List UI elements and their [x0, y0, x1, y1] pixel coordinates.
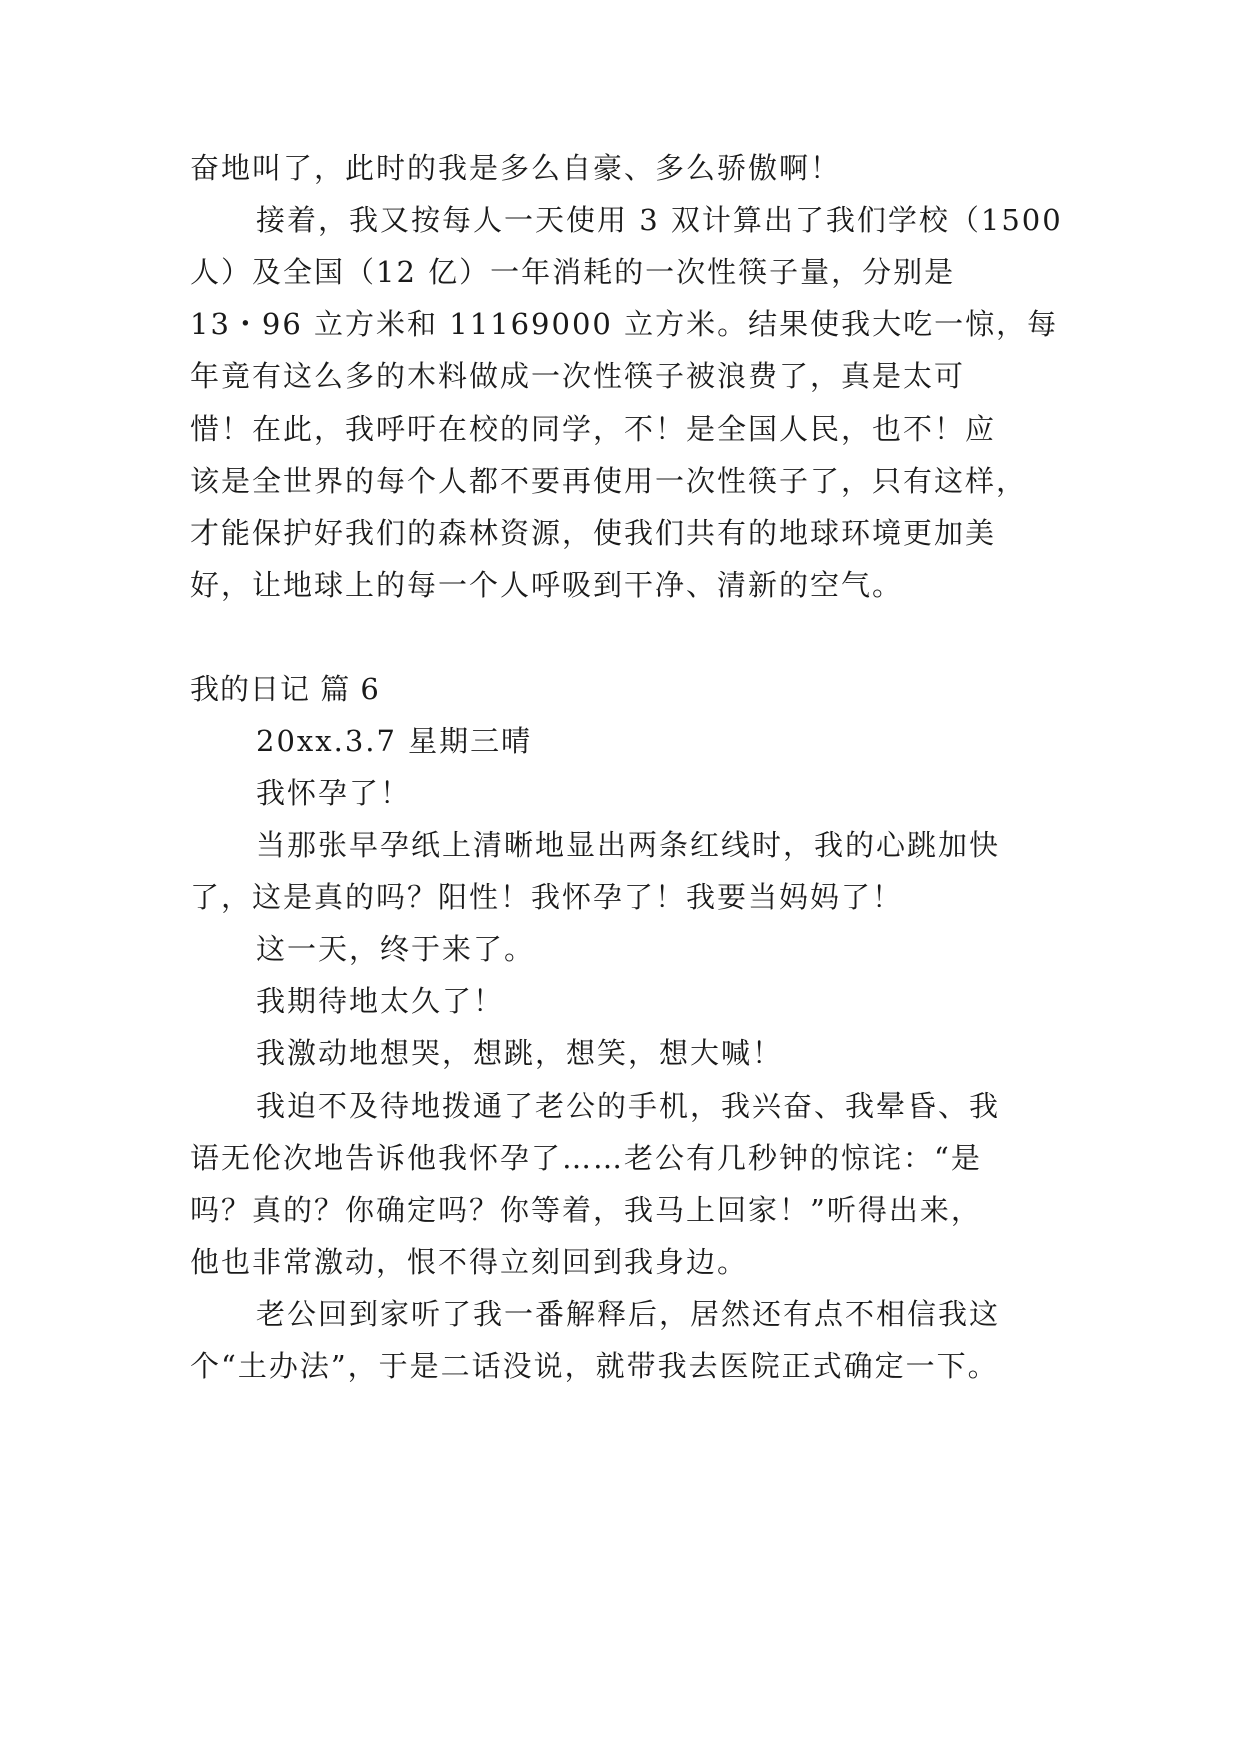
paragraph-line: 老公回到家听了我一番解释后，居然还有点不相信我这 [256, 1297, 1001, 1331]
paragraph-line: 接着，我又按每人一天使用 3 双计算出了我们学校（1500 [256, 203, 1063, 237]
paragraph-line: 个“土办法”，于是二话没说，就带我去医院正式确定一下。 [190, 1349, 999, 1383]
paragraph-line: 语无伦次地告诉他我怀孕了……老公有几秒钟的惊诧：“是 [190, 1141, 982, 1175]
paragraph-line: 这一天，终于来了。 [256, 932, 536, 966]
paragraph-line: 惜！在此，我呼吁在校的同学，不！是全国人民，也不！应 [190, 412, 997, 446]
paragraph-line: 才能保护好我们的森林资源，使我们共有的地球环境更加美 [190, 516, 997, 550]
paragraph-line: 他也非常激动，恨不得立刻回到我身边。 [190, 1245, 749, 1279]
paragraph-line: 我激动地想哭，想跳，想笑，想大喊！ [256, 1036, 784, 1070]
paragraph-line: 我迫不及待地拨通了老公的手机，我兴奋、我晕昏、我 [256, 1089, 1001, 1123]
paragraph-line: 我期待地太久了！ [256, 984, 505, 1018]
paragraph-line: 当那张早孕纸上清晰地显出两条红线时，我的心跳加快 [256, 828, 1001, 862]
paragraph-line: 人）及全国（12 亿）一年消耗的一次性筷子量，分别是 [190, 255, 956, 289]
section-title: 我的日记 篇 6 [190, 672, 380, 706]
paragraph-line: 13・96 立方米和 11169000 立方米。结果使我大吃一惊，每 [190, 307, 1059, 341]
paragraph-line: 吗？真的？你确定吗？你等着，我马上回家！”听得出来， [190, 1193, 982, 1227]
paragraph-line: 年竟有这么多的木料做成一次性筷子被浪费了，真是太可 [190, 359, 966, 393]
paragraph-line: 该是全世界的每个人都不要再使用一次性筷子了，只有这样， [190, 464, 1028, 498]
paragraph-line: 好，让地球上的每一个人呼吸到干净、清新的空气。 [190, 568, 904, 602]
paragraph-line: 我怀孕了！ [256, 776, 412, 810]
paragraph-line: 了，这是真的吗？阳性！我怀孕了！我要当妈妈了！ [190, 880, 904, 914]
paragraph-line: 奋地叫了，此时的我是多么自豪、多么骄傲啊！ [190, 151, 842, 185]
diary-date: 20xx.3.7 星期三晴 [256, 724, 533, 758]
